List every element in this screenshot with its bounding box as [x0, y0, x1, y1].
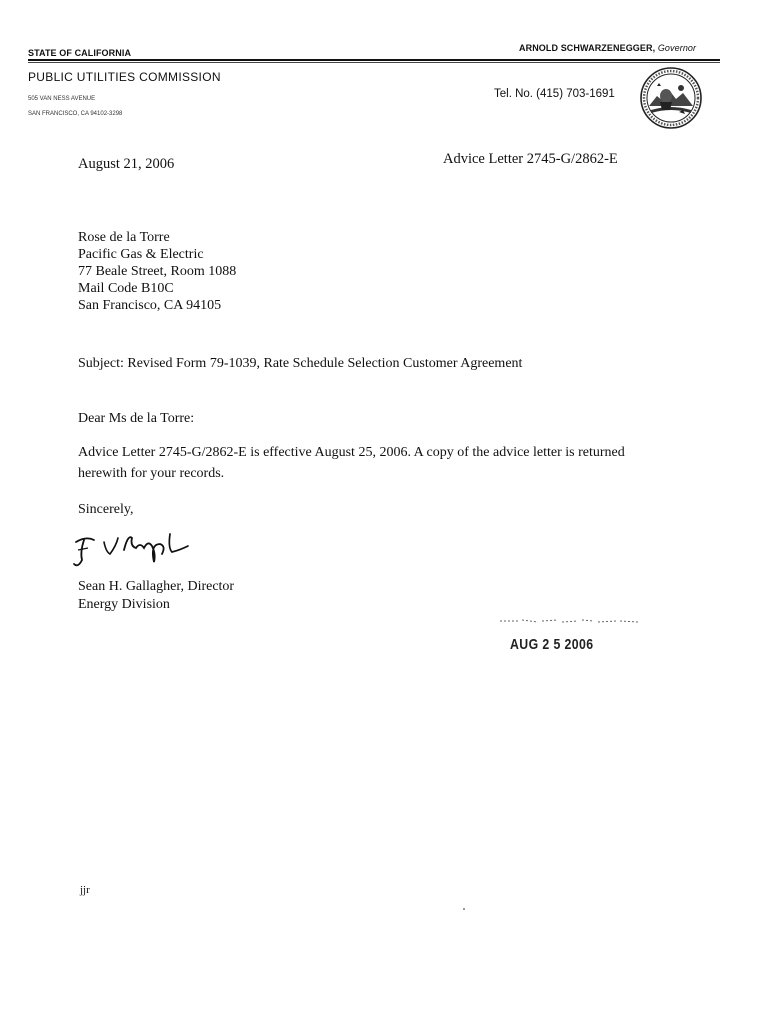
agency-address-line2: SAN FRANCISCO, CA 94102-3298 [28, 111, 123, 117]
agency-address-line1: 505 VAN NESS AVENUE [28, 96, 96, 102]
body-paragraph-line1: Advice Letter 2745-G/2862-E is effective August 25, 2006. A copy of the advice letter is returned [78, 445, 625, 460]
letter-date: August 21, 2006 [78, 156, 175, 172]
body-paragraph-line2: herewith for your records. [78, 466, 225, 481]
agency-phone: Tel. No. (415) 703-1691 [494, 88, 615, 100]
header-rule [28, 59, 720, 61]
state-label: STATE OF CALIFORNIA [28, 48, 132, 58]
governor-title: Governor [657, 43, 697, 53]
recipient-line: Pacific Gas & Electric [78, 247, 204, 262]
received-date-stamp: AUG 2 5 2006 [510, 636, 594, 653]
governor-name: ARNOLD SCHWARZENEGGER, [519, 43, 656, 53]
signer-division: Energy Division [78, 597, 170, 612]
subject-line: Subject: Revised Form 79-1039, Rate Schedule Selection Customer Agreement [78, 356, 523, 371]
agency-name: PUBLIC UTILITIES COMMISSION [28, 70, 221, 84]
california-seal-icon [639, 66, 703, 130]
recipient-address [78, 229, 236, 314]
recipient-line: San Francisco, CA 94105 [78, 298, 222, 313]
salutation: Dear Ms de la Torre: [78, 411, 195, 426]
governor-line [519, 43, 696, 53]
recipient-line: Rose de la Torre [78, 230, 170, 245]
typist-initials: jjr [80, 884, 90, 896]
received-stamp-border [498, 617, 646, 625]
signer-name: Sean H. Gallagher, Director [78, 579, 235, 594]
recipient-line: Mail Code B10C [78, 281, 174, 296]
advice-letter-reference: Advice Letter 2745-G/2862-E [443, 151, 618, 167]
handwritten-signature [66, 524, 216, 574]
closing: Sincerely, [78, 502, 134, 517]
recipient-line: 77 Beale Street, Room 1088 [78, 264, 237, 279]
header-rule-thin [28, 62, 720, 63]
scan-speck [463, 908, 465, 910]
